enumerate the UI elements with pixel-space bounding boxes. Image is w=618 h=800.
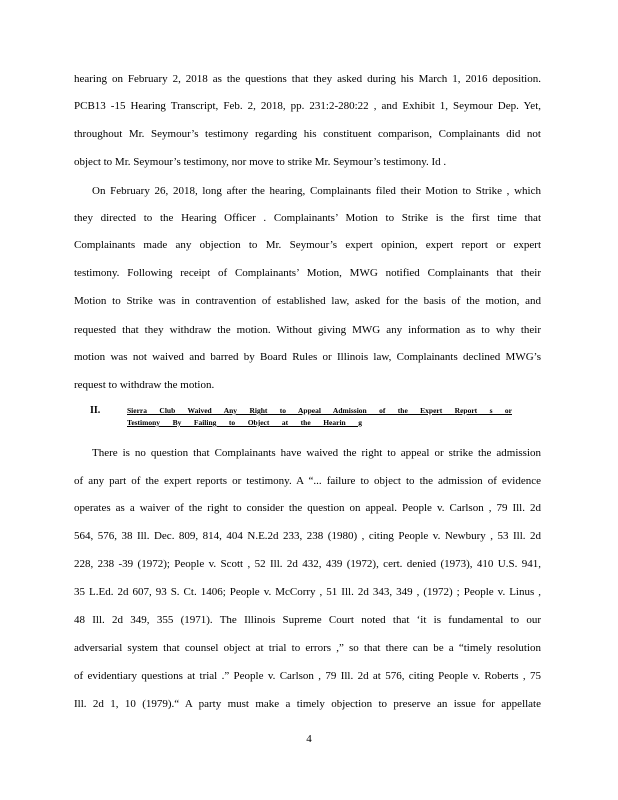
paragraph1-line: hearing on February 2, 2018 as the questions that they asked during his March 1, 2016 deposition. — [74, 73, 541, 85]
paragraph3-line: There is no question that Complainants have waived the right to appeal or strike the admission — [92, 447, 541, 459]
paragraph1-line: object to Mr. Seymour’s testimony, nor move to strike Mr. Seymour’s testimony. Id . — [74, 156, 447, 168]
paragraph3-line: 48 Ill. 2d 349, 355 (1971). The Illinois Supreme Court noted that ‘it is fundamental to our — [74, 614, 541, 626]
paragraph2-line: requested that they withdraw the motion. Without giving MWG any information as to why their — [74, 324, 541, 336]
paragraph3-line: 35 L.Ed. 2d 607, 93 S. Ct. 1406; People v. McCorry , 51 Ill. 2d 343, 349 , (1972) ; People v. Linus , — [74, 586, 541, 598]
paragraph1-line: throughout Mr. Seymour’s testimony regarding his constituent comparison, Complainants did not — [74, 128, 541, 140]
paragraph1-line: PCB13 -15 Hearing Transcript, Feb. 2, 2018, pp. 231:2-280:22 , and Exhibit 1, Seymour Dep. Yet, — [74, 100, 541, 112]
page-number: 4 — [306, 733, 312, 745]
paragraph3-line: of evidentiary questions at trial .” People v. Carlson , 79 Ill. 2d at 576, citing People v. Roberts , 75 — [74, 670, 541, 682]
paragraph3-line: 564, 576, 38 Ill. Dec. 809, 814, 404 N.E.2d 233, 238 (1980) , citing People v. Newbury , 53 Ill. 2d — [74, 530, 541, 542]
section-heading — [74, 404, 544, 434]
paragraph3-line: adversarial system that counsel object at trial to errors ,” so that there can be a “timely resolution — [74, 642, 541, 654]
paragraph2-line: motion was not waived and barred by Board Rules or Illinois law, Complainants declined MWG’s — [74, 351, 541, 363]
paragraph2-line: testimony. Following receipt of Complainants’ Motion, MWG notified Complainants that their — [74, 267, 541, 279]
paragraph2-line: request to withdraw the motion. — [74, 379, 215, 391]
paragraph3-line: of any part of the expert reports or testimony. A “... failure to object to the admission of evidence — [74, 475, 541, 487]
paragraph3-line: 228, 238 -39 (1972); People v. Scott , 52 Ill. 2d 432, 439 (1972), cert. denied (1973), 410 U.S. 941, — [74, 558, 541, 570]
section-title-line: Testimony By Failing to Object at the Hearin g — [127, 418, 362, 427]
paragraph3-line: operates as a waiver of the right to consider the question on appeal. People v. Carlson , 79 Ill. 2d — [74, 502, 541, 514]
paragraph2-line: Complainants made any objection to Mr. Seymour’s expert opinion, expert report or expert — [74, 239, 541, 251]
paragraph2-line: Motion to Strike was in contravention of established law, asked for the basis of the motion, and — [74, 295, 541, 307]
paragraph2-line: they directed to the Hearing Officer . Complainants’ Motion to Strike is the first time that — [74, 212, 541, 224]
section-number: II. — [90, 405, 101, 416]
paragraph2-line: On February 26, 2018, long after the hearing, Complainants filed their Motion to Strike , which — [92, 185, 541, 197]
paragraph3-line: Ill. 2d 1, 10 (1979).“ A party must make a timely objection to preserve an issue for appellate — [74, 698, 541, 710]
section-title-line: Sierra Club Waived Any Right to Appeal Admission of the Expert Report s or — [127, 406, 512, 415]
